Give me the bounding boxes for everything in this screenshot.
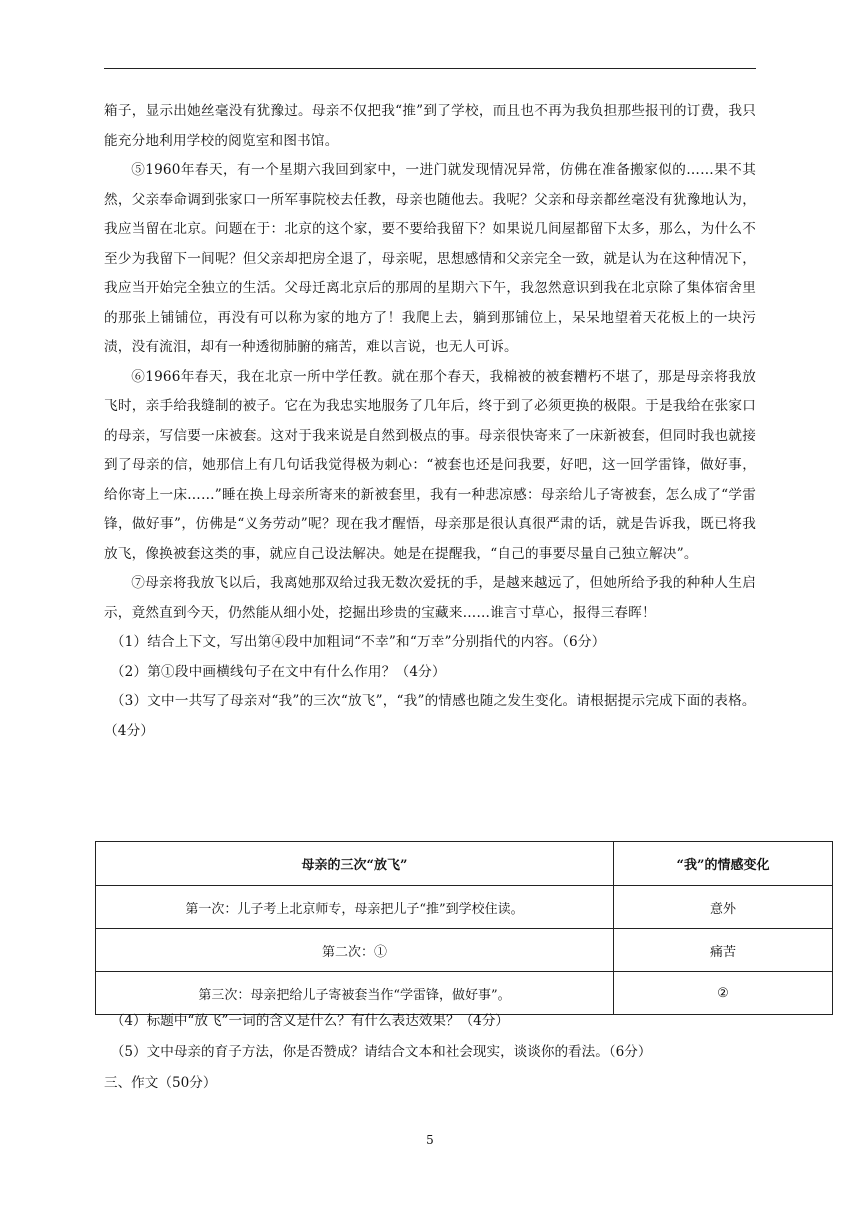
header-rule — [104, 68, 756, 69]
table-row — [96, 886, 833, 929]
table-header-row — [96, 842, 833, 886]
page-number: 5 — [426, 1133, 434, 1147]
paragraph-continued: 箱子，显示出她丝毫没有犹豫过。母亲不仅把我“推”到了学校，而且也不再为我负担那些报刊的订费，我只能充分地利用学校的阅览室和图书馆。 — [104, 103, 756, 149]
paragraph-7: ⑦母亲将我放飞以后，我离她那双给过我无数次爱抚的手，是越来越远了，但她所给予我的种种人生启示，竟然直到今天，仍然能从细小处，挖掘出珍贵的宝藏来……谁言寸草心，报得三春晖！ — [104, 575, 756, 621]
emotion-table — [95, 841, 833, 1015]
table-cell: 第三次：母亲把给儿子寄被套当作“学雷锋，做好事”。 — [96, 972, 614, 1015]
table-cell: 第一次：儿子考上北京师专，母亲把儿子“推”到学校住读。 — [96, 886, 614, 929]
paragraph-6: ⑥1966年春天，我在北京一所中学任教。就在那个春天，我棉被的被套糟朽不堪了，那是母亲将我放飞时，亲手给我缝制的被子。它在为我忠实地服务了几年后，终于到了必须更换的极限。于是我给在张家口的母亲，写信要一床被套。这对于我来说是自然到极点的事。母亲很快寄来了一床新被套，但同时我也就接到了母亲的信，她那信上有几句话我觉得极为刺心：“被套也还是问我要，好吧，这一回学雷锋，做好事，给你寄上一床……”睡在换上母亲所寄来的新被套里，我有一种悲凉感：母亲给儿子寄被套，怎么成了“学雷锋，做好事”，仿佛是“义务劳动”呢？现在我才醒悟，母亲那是很认真很严肃的话，就是告诉我，既已将我放飞，像换被套这类的事，就应自己设法解决。她是在提醒我，“自己的事要尽量自己独立解决”。 — [104, 368, 756, 562]
table-header-flights: 母亲的三次“放飞” — [96, 842, 614, 886]
after-table — [104, 1006, 764, 1099]
table-cell: 第二次：① — [96, 929, 614, 972]
question-4: （4）标题中“放飞”一词的含义是什么？有什么表达效果？（4分） — [110, 1013, 510, 1029]
section-heading: 三、作文（50分） — [104, 1075, 217, 1091]
question-2: （2）第①段中画横线句子在文中有什么作用？（4分） — [110, 663, 446, 680]
question-3: （3）文中一共写了母亲对“我”的三次“放飞”，“我”的情感也随之发生变化。请根据提示完成下面的表格。（4分） — [104, 693, 756, 739]
table-header-emotion: “我”的情感变化 — [614, 842, 833, 886]
question-5: （5）文中母亲的育子方法，你是否赞成？请结合文本和社会现实，谈谈你的看法。（6分） — [110, 1044, 652, 1060]
table-cell: 痛苦 — [614, 929, 833, 972]
table-row — [96, 929, 833, 972]
question-1: （1）结合上下文，写出第④段中加粗词“不幸”和“万幸”分别指代的内容。（6分） — [110, 634, 606, 650]
paragraph-5: ⑤1960年春天，有一个星期六我回到家中，一进门就发现情况异常，仿佛在准备搬家似的……果不其然，父亲奉命调到张家口一所军事院校去任教，母亲也随他去。我呢？父亲和母亲都丝毫没有犹豫地认为，我应当留在北京。问题在于：北京的这个家，要不要给我留下？如果说几间屋都留下太多，那么，为什么不至少为我留下一间呢？但父亲却把房全退了，母亲呢，思想感情和父亲完全一致，就是认为在这种情况下，我应当开始完全独立的生活。父母迁离北京后的那周的星期六下午，我忽然意识到我在北京除了集体宿舍里的那张上铺铺位，再没有可以称为家的地方了！我爬上去，躺到那铺位上，呆呆地望着天花板上的一块污渍，没有流泪，却有一种透彻肺腑的痛苦，难以言说，也无人可诉。 — [104, 162, 756, 355]
table-cell: ② — [614, 972, 833, 1015]
passage — [104, 97, 756, 746]
table-cell: 意外 — [614, 886, 833, 929]
